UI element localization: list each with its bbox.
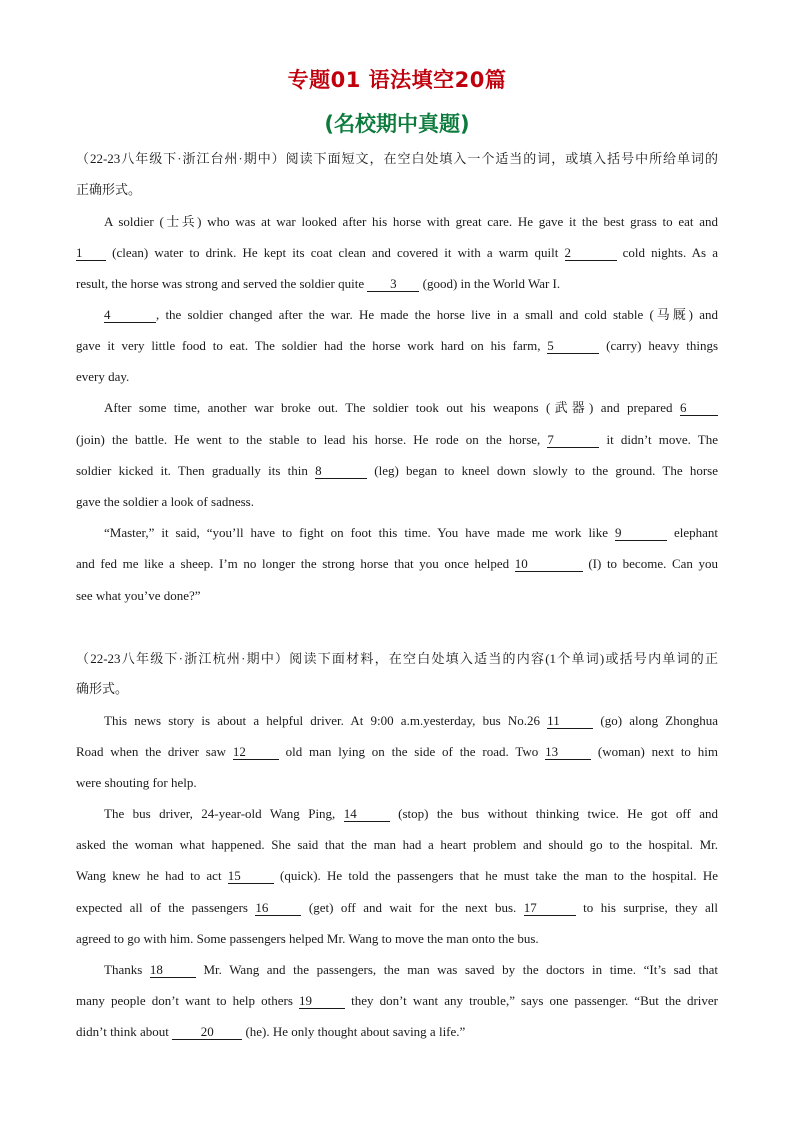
blank-6[interactable]: 6 bbox=[680, 401, 718, 416]
paragraph-line: Road when the driver saw 12 old man lying on the side of the road. Two 13 (woman) next to him bbox=[76, 744, 718, 759]
paragraph-line: (join) the battle. He went to the stable to lead his horse. He rode on the horse, 7 it didn’t move. The bbox=[76, 432, 718, 447]
blank-12[interactable]: 12 bbox=[233, 745, 279, 760]
paragraph-line: see what you’ve done?” bbox=[76, 588, 201, 603]
blank-17[interactable]: 17 bbox=[524, 901, 576, 916]
paragraph-line: The bus driver, 24-year-old Wang Ping, 14 (stop) the bus without thinking twice. He got off and bbox=[104, 806, 718, 821]
paragraph-line: After some time, another war broke out. The soldier took out his weapons (武器) and prepared 6 bbox=[104, 399, 718, 417]
blank-4[interactable]: 4 bbox=[104, 308, 156, 323]
blank-18[interactable]: 18 bbox=[150, 963, 196, 978]
blank-5[interactable]: 5 bbox=[547, 339, 599, 354]
paragraph-line: every day. bbox=[76, 369, 130, 384]
paragraph-line: result, the horse was strong and served the soldier quite 3 (good) in the World War I. bbox=[76, 276, 561, 291]
paragraph-line: “Master,” it said, “you’ll have to fight on foot this time. You have made me work like 9 elephant bbox=[104, 525, 718, 540]
paragraph-line: 1 (clean) water to drink. He kept its coat clean and covered it with a warm quilt 2 cold nights. As a bbox=[76, 245, 718, 260]
blank-7[interactable]: 7 bbox=[547, 433, 599, 448]
paragraph-line: agreed to go with him. Some passengers helped Mr. Wang to move the man onto the bus. bbox=[76, 931, 539, 946]
paragraph-line: This news story is about a helpful driver. At 9:00 a.m.yesterday, bus No.26 11 (go) along Zhonghua bbox=[104, 713, 718, 728]
blank-1[interactable]: 1 bbox=[76, 246, 106, 261]
paragraph-line: Wang knew he had to act 15 (quick). He told the passengers that he must take the man to the hospital. He bbox=[76, 868, 718, 883]
blank-16[interactable]: 16 bbox=[255, 901, 301, 916]
passage1-instruction bbox=[76, 150, 718, 168]
paragraph-line: Thanks 18 Mr. Wang and the passengers, the man was saved by the doctors in time. “It’s sad that bbox=[104, 962, 718, 977]
blank-11[interactable]: 11 bbox=[547, 714, 593, 729]
blank-3[interactable]: 3 bbox=[367, 277, 419, 292]
blank-19[interactable]: 19 bbox=[299, 994, 345, 1009]
paragraph-line: many people don’t want to help others 19 they don’t want any trouble,” says one passenger. “But the driver bbox=[76, 993, 718, 1008]
blank-13[interactable]: 13 bbox=[545, 745, 591, 760]
page-subtitle: (名校期中真题) bbox=[324, 112, 470, 136]
blank-2[interactable]: 2 bbox=[565, 246, 617, 261]
paragraph-line: and fed me like a sheep. I’m no longer the strong horse that you once helped 10 (I) to become. Can you bbox=[76, 556, 718, 571]
paragraph-line: expected all of the passengers 16 (get) off and wait for the next bus. 17 to his surprise, they all bbox=[76, 900, 718, 915]
blank-9[interactable]: 9 bbox=[615, 526, 667, 541]
blank-20[interactable]: 20 bbox=[172, 1025, 242, 1040]
paragraph-line: didn’t think about 20 (he). He only thought about saving a life.” bbox=[76, 1024, 466, 1039]
paragraph-line: were shouting for help. bbox=[76, 775, 197, 790]
blank-10[interactable]: 10 bbox=[515, 557, 583, 572]
paragraph-line: gave the soldier a look of sadness. bbox=[76, 494, 254, 509]
paragraph-line: soldier kicked it. Then gradually its thin 8 (leg) began to kneel down slowly to the ground. The horse bbox=[76, 463, 718, 478]
blank-8[interactable]: 8 bbox=[315, 464, 367, 479]
paragraph-line: asked the woman what happened. She said that the man had a heart problem and should go to the hospital. Mr. bbox=[76, 837, 718, 852]
paragraph-line: 4 , the soldier changed after the war. He made the horse live in a small and cold stable (马厩) and bbox=[104, 307, 718, 322]
page-title: 专题01 语法填空20篇 bbox=[287, 68, 507, 92]
passage2-instruction bbox=[76, 650, 718, 668]
paragraph-line: gave it very little food to eat. The soldier had the horse work hard on his farm, 5 (carry) heavy things bbox=[76, 338, 719, 353]
instruction-text: （22-23八年级下·浙江杭州·期中）阅读下面材料，在空白处填入适当的内容(1个单词)或括号内单词的正 bbox=[76, 651, 718, 666]
passage2-instruction-cont: 确形式。 bbox=[76, 681, 129, 696]
paragraph-line: A soldier (士兵) who was at war looked after his horse with great care. He gave it the best grass to eat and bbox=[104, 214, 718, 229]
blank-15[interactable]: 15 bbox=[228, 869, 274, 884]
passage1-instruction-cont: 正确形式。 bbox=[76, 182, 142, 197]
instruction-text: （22-23八年级下·浙江台州·期中）阅读下面短文，在空白处填入一个适当的词，或填入括号中所给单词的 bbox=[76, 151, 718, 166]
blank-14[interactable]: 14 bbox=[344, 807, 390, 822]
